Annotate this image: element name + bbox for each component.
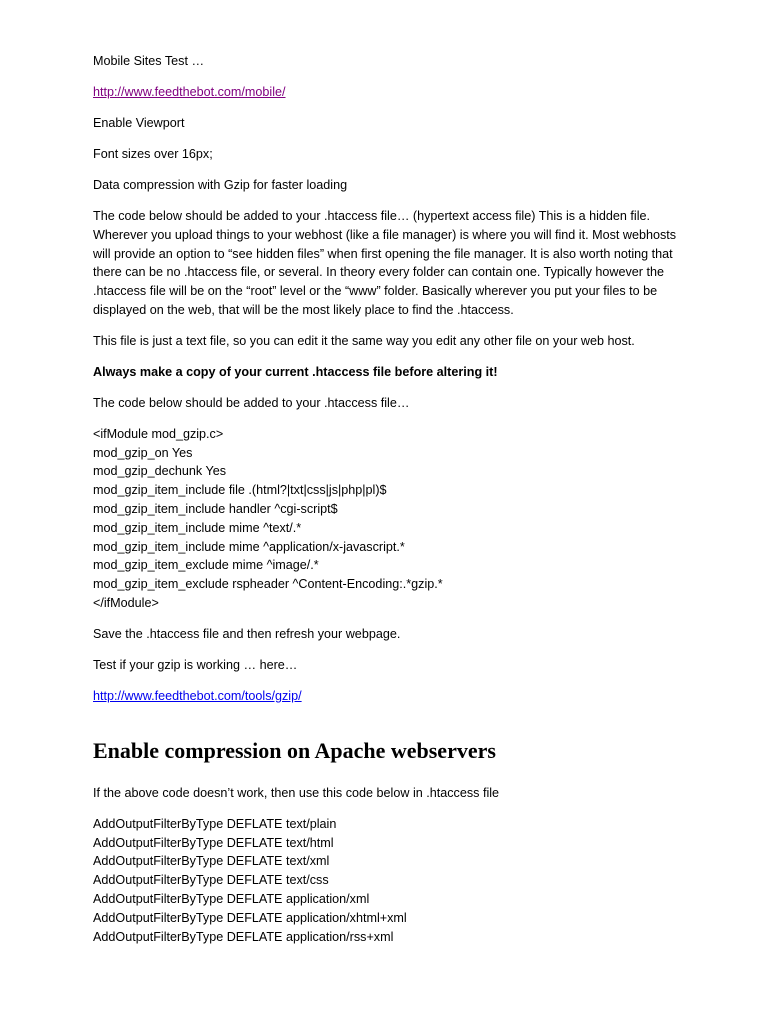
test-instruction-text: Test if your gzip is working … here… <box>93 657 298 672</box>
deflate-code-block <box>93 815 683 947</box>
fallback-intro-text: If the above code doesn’t work, then use this code below in .htaccess file <box>93 785 500 800</box>
font-sizes-text: Font sizes over 16px; <box>93 146 213 161</box>
code-line: AddOutputFilterByType DEFLATE text/css <box>93 873 329 888</box>
code-line: </ifModule> <box>93 596 159 611</box>
enable-viewport-text: Enable Viewport <box>93 115 185 130</box>
apache-compression-heading: Enable compression on Apache webservers <box>93 737 496 763</box>
text-file-paragraph: This file is just a text file, so you can edit it the same way you edit any other file on your web host. <box>93 333 635 348</box>
code-line: mod_gzip_item_include mime ^text/.* <box>93 520 302 535</box>
save-instruction-text: Save the .htaccess file and then refresh your webpage. <box>93 627 401 641</box>
code-line: AddOutputFilterByType DEFLATE text/html <box>93 835 334 850</box>
code-line: mod_gzip_on Yes <box>93 445 193 460</box>
code-line: AddOutputFilterByType DEFLATE application/rss+xml <box>93 929 394 944</box>
code-line: <ifModule mod_gzip.c> <box>93 426 224 441</box>
htaccess-explanation-paragraph: The code below should be added to your .htaccess file… (hypertext access file) This is a hidden file. Wherever you upload things to your webhost (like a file manager) is where you will find it. Most webhosts will provide an option to “see hidden files” when first opening the file manager. It is also worth noting that there can be no .htaccess file, or several. In theory every folder can contain one. Typically however the .htaccess file will be on the “root” level or the “www” folder. Basically wherever you put your files to be displayed on the web, that will be the most likely place to find the .htaccess. <box>93 208 677 317</box>
gzip-test-link-paragraph <box>93 687 683 706</box>
data-compression-text: Data compression with Gzip for faster loading <box>93 177 348 192</box>
code-line: AddOutputFilterByType DEFLATE application/xhtml+xml <box>93 910 407 925</box>
backup-warning: Always make a copy of your current .htaccess file before altering it! <box>93 364 498 379</box>
code-line: mod_gzip_item_exclude rspheader ^Content-Encoding:.*gzip.* <box>93 577 443 592</box>
code-line: AddOutputFilterByType DEFLATE text/xml <box>93 854 330 869</box>
code-line: mod_gzip_item_include mime ^application/x-javascript.* <box>93 539 405 554</box>
code-line: mod_gzip_item_include file .(html?|txt|css|js|php|pl)$ <box>93 483 387 498</box>
gzip-code-block <box>93 425 683 613</box>
code-line: AddOutputFilterByType DEFLATE application/xml <box>93 891 370 906</box>
mobile-test-link-paragraph <box>93 83 683 102</box>
document-title-line: Mobile Sites Test … <box>93 54 205 68</box>
code-intro-text: The code below should be added to your .htaccess file… <box>93 395 410 410</box>
code-line: mod_gzip_item_exclude mime ^image/.* <box>93 558 319 573</box>
code-line: AddOutputFilterByType DEFLATE text/plain <box>93 816 337 831</box>
code-line: mod_gzip_item_include handler ^cgi-script$ <box>93 502 338 517</box>
code-line: mod_gzip_dechunk Yes <box>93 464 227 479</box>
document-page <box>93 52 683 959</box>
mobile-test-link[interactable]: http://www.feedthebot.com/mobile/ <box>93 84 286 99</box>
gzip-test-link[interactable]: http://www.feedthebot.com/tools/gzip/ <box>93 688 302 703</box>
